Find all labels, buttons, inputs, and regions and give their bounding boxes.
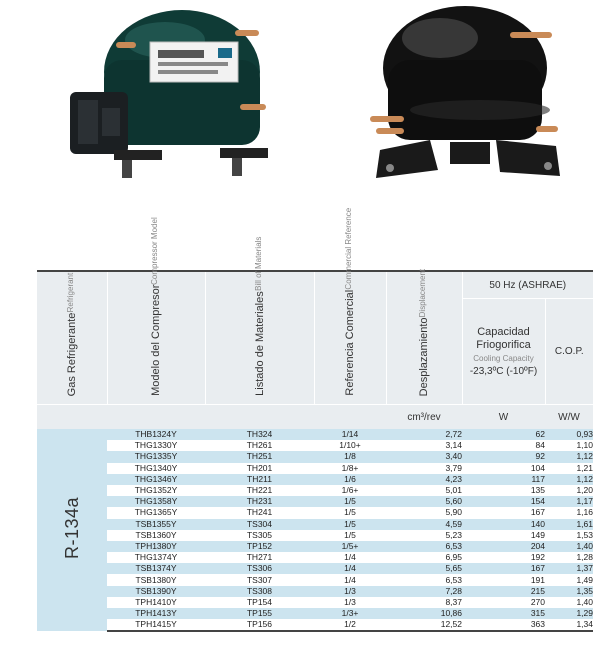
unit-blank-1 <box>37 405 107 430</box>
table-row <box>37 586 593 597</box>
cell-cop: 1,40 <box>545 597 593 608</box>
header-disp-es: Desplazamiento <box>418 317 430 396</box>
header-freq: 50 Hz (ASHRAE) <box>462 271 593 299</box>
table-row <box>37 496 593 507</box>
header-bom <box>205 237 314 405</box>
header-capacity <box>462 299 545 405</box>
cell-cap: 92 <box>462 451 545 462</box>
cell-cap: 135 <box>462 485 545 496</box>
cell-ref: 1/5 <box>314 530 386 541</box>
cell-cop: 1,35 <box>545 586 593 597</box>
header-bom-es: Listado de Materiales <box>253 291 266 396</box>
cell-cop: 1,29 <box>545 608 593 619</box>
cell-bom: TH231 <box>205 496 314 507</box>
cell-model: TPH1415Y <box>107 619 205 631</box>
cell-ref: 1/3+ <box>314 608 386 619</box>
unit-disp: cm³/rev <box>386 405 462 430</box>
cell-cap: 191 <box>462 574 545 585</box>
cell-cap: 154 <box>462 496 545 507</box>
cell-cap: 149 <box>462 530 545 541</box>
cell-bom: TH201 <box>205 463 314 474</box>
cell-ref: 1/8+ <box>314 463 386 474</box>
table-row <box>37 552 593 563</box>
cell-model: TPH1380Y <box>107 541 205 552</box>
header-gas <box>37 271 107 405</box>
cell-ref: 1/3 <box>314 586 386 597</box>
table-body <box>37 429 593 631</box>
cell-model: TPH1413Y <box>107 608 205 619</box>
cell-disp: 5,23 <box>386 530 462 541</box>
cell-cap: 270 <box>462 597 545 608</box>
table-row <box>37 507 593 518</box>
cell-ref: 1/4 <box>314 563 386 574</box>
cell-bom: TH271 <box>205 552 314 563</box>
cell-cop: 1,10 <box>545 440 593 451</box>
cell-ref: 1/2 <box>314 619 386 631</box>
cell-ref: 1/6 <box>314 474 386 485</box>
cell-model: TSB1380Y <box>107 574 205 585</box>
cell-bom: TS304 <box>205 519 314 530</box>
cell-cop: 1,61 <box>545 519 593 530</box>
cell-disp: 5,90 <box>386 507 462 518</box>
cell-cap: 140 <box>462 519 545 530</box>
cell-disp: 5,60 <box>386 496 462 507</box>
cell-model: THG1340Y <box>107 463 205 474</box>
cell-model: THG1330Y <box>107 440 205 451</box>
header-model-es: Modelo del Compresor <box>150 284 162 396</box>
table-row <box>37 474 593 485</box>
cell-disp: 3,79 <box>386 463 462 474</box>
table-row <box>37 451 593 462</box>
header-ref <box>314 208 386 405</box>
unit-blank-2 <box>107 405 205 430</box>
cell-bom: TH241 <box>205 507 314 518</box>
cell-disp: 3,14 <box>386 440 462 451</box>
cell-cop: 1,12 <box>545 451 593 462</box>
cell-bom: TP152 <box>205 541 314 552</box>
cell-ref: 1/4 <box>314 574 386 585</box>
cell-disp: 5,01 <box>386 485 462 496</box>
header-cop: C.O.P. <box>545 299 593 405</box>
compressor-spec-table <box>37 208 593 632</box>
cell-ref: 1/5+ <box>314 541 386 552</box>
cell-disp: 2,72 <box>386 429 462 440</box>
table-row <box>37 541 593 552</box>
table-row <box>37 608 593 619</box>
header-model <box>107 217 205 405</box>
cell-cop: 1,40 <box>545 541 593 552</box>
header-ref-es: Referencia Comercial <box>344 290 356 396</box>
cell-disp: 6,53 <box>386 541 462 552</box>
header-capacity-es2: Friogorifica <box>476 339 531 351</box>
cell-model: THG1352Y <box>107 485 205 496</box>
cell-bom: TH221 <box>205 485 314 496</box>
cell-disp: 10,86 <box>386 608 462 619</box>
cell-model: TSB1355Y <box>107 519 205 530</box>
cell-model: TSB1360Y <box>107 530 205 541</box>
cell-bom: TP155 <box>205 608 314 619</box>
cell-cap: 167 <box>462 563 545 574</box>
header-capacity-temp: -23,3ºC (-10ºF) <box>469 366 538 377</box>
unit-blank-3 <box>205 405 314 430</box>
header-gas-es: Gas Refrigerante <box>65 312 78 396</box>
cell-cop: 1,37 <box>545 563 593 574</box>
cell-ref: 1/5 <box>314 519 386 530</box>
cell-bom: TH261 <box>205 440 314 451</box>
cell-cop: 1,28 <box>545 552 593 563</box>
cell-disp: 4,59 <box>386 519 462 530</box>
cell-bom: TS308 <box>205 586 314 597</box>
cell-cop: 1,12 <box>545 474 593 485</box>
table-row <box>37 463 593 474</box>
cell-bom: TP154 <box>205 597 314 608</box>
table-row <box>37 440 593 451</box>
table-row <box>37 574 593 585</box>
cell-bom: TH211 <box>205 474 314 485</box>
cell-model: TPH1410Y <box>107 597 205 608</box>
cell-cop: 1,16 <box>545 507 593 518</box>
cell-cop: 0,93 <box>545 429 593 440</box>
cell-bom: TS306 <box>205 563 314 574</box>
cell-cap: 363 <box>462 619 545 631</box>
cell-cap: 84 <box>462 440 545 451</box>
cell-disp: 3,40 <box>386 451 462 462</box>
cell-disp: 8,37 <box>386 597 462 608</box>
header-capacity-es1: Capacidad <box>477 326 530 338</box>
cell-bom: TS305 <box>205 530 314 541</box>
unit-cop: W/W <box>545 405 593 430</box>
cell-ref: 1/6+ <box>314 485 386 496</box>
cell-ref: 1/5 <box>314 496 386 507</box>
refrigerant-cell <box>37 429 107 631</box>
table-row <box>37 563 593 574</box>
table-row <box>37 429 593 440</box>
compressor-photo-black <box>360 0 570 190</box>
cell-model: TSB1390Y <box>107 586 205 597</box>
cell-model: TSB1374Y <box>107 563 205 574</box>
table-row <box>37 619 593 631</box>
cell-disp: 5,65 <box>386 563 462 574</box>
cell-model: THG1346Y <box>107 474 205 485</box>
cell-cop: 1,53 <box>545 530 593 541</box>
cell-bom: TH324 <box>205 429 314 440</box>
cell-cap: 104 <box>462 463 545 474</box>
cell-model: THG1335Y <box>107 451 205 462</box>
cell-bom: TS307 <box>205 574 314 585</box>
header-disp-en: Displacement <box>418 268 427 318</box>
header-disp <box>386 268 462 405</box>
cell-ref: 1/10+ <box>314 440 386 451</box>
cell-disp: 6,53 <box>386 574 462 585</box>
table-row <box>37 530 593 541</box>
table-row <box>37 485 593 496</box>
cell-model: THG1374Y <box>107 552 205 563</box>
cell-bom: TP156 <box>205 619 314 631</box>
cell-ref: 1/8 <box>314 451 386 462</box>
cell-cap: 315 <box>462 608 545 619</box>
cell-cap: 117 <box>462 474 545 485</box>
unit-blank-4 <box>314 405 386 430</box>
cell-ref: 1/4 <box>314 552 386 563</box>
cell-cap: 62 <box>462 429 545 440</box>
cell-cop: 1,49 <box>545 574 593 585</box>
cell-ref: 1/14 <box>314 429 386 440</box>
cell-cap: 167 <box>462 507 545 518</box>
table-row <box>37 519 593 530</box>
cell-ref: 1/3 <box>314 597 386 608</box>
header-gas-en: Refrigerant <box>65 272 75 313</box>
cell-model: THG1358Y <box>107 496 205 507</box>
cell-model: THG1365Y <box>107 507 205 518</box>
cell-cap: 215 <box>462 586 545 597</box>
header-ref-en: Commercial Reference <box>344 208 353 291</box>
compressor-photo-green <box>70 0 285 190</box>
unit-capacity: W <box>462 405 545 430</box>
cell-model: THB1324Y <box>107 429 205 440</box>
header-bom-en: Bill of Materials <box>253 237 263 292</box>
cell-cop: 1,34 <box>545 619 593 631</box>
cell-disp: 4,23 <box>386 474 462 485</box>
cell-cap: 204 <box>462 541 545 552</box>
cell-cop: 1,20 <box>545 485 593 496</box>
cell-disp: 6,95 <box>386 552 462 563</box>
refrigerant-label: R-134a <box>61 496 82 559</box>
header-model-en: Compressor Model <box>150 217 159 285</box>
cell-cap: 192 <box>462 552 545 563</box>
cell-cop: 1,21 <box>545 463 593 474</box>
cell-disp: 7,28 <box>386 586 462 597</box>
cell-ref: 1/5 <box>314 507 386 518</box>
cell-disp: 12,52 <box>386 619 462 631</box>
cell-bom: TH251 <box>205 451 314 462</box>
table-row <box>37 597 593 608</box>
cell-cop: 1,17 <box>545 496 593 507</box>
header-capacity-en: Cooling Capacity <box>473 354 534 363</box>
